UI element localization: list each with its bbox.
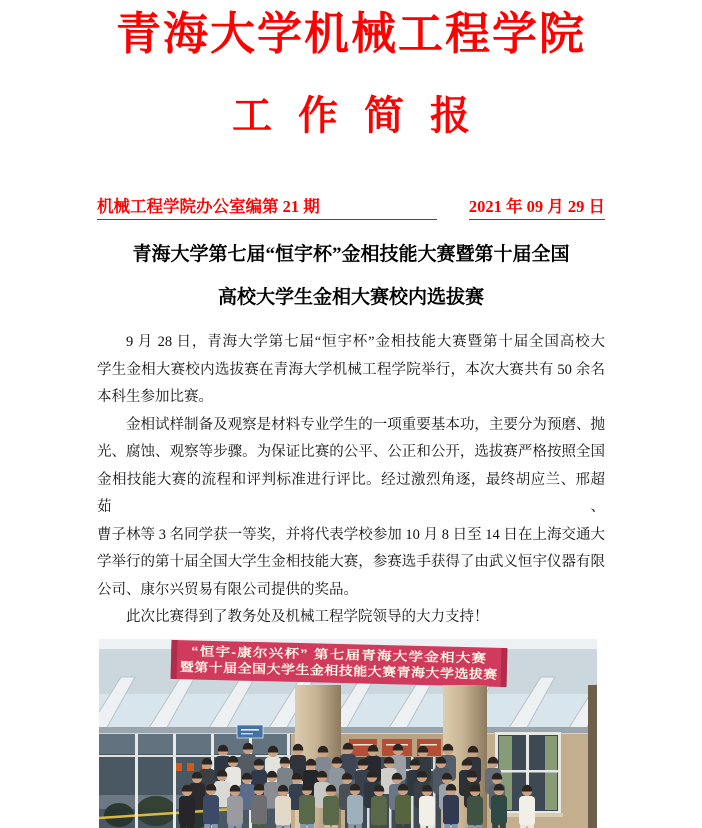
body-line: 光、腐蚀、观察等步骤。为保证比赛的公平、公正和公开，选拔赛严格按照全国 (97, 444, 605, 460)
article-body (97, 329, 605, 632)
page-content (97, 0, 605, 828)
paragraph-2 (97, 412, 605, 605)
article-headline (97, 233, 605, 319)
issue-number: 机械工程学院办公室编第 21 期 (97, 197, 437, 220)
masthead-org-title: 青海大学机械工程学院 (115, 9, 586, 59)
issue-line (97, 197, 605, 220)
masthead-bulletin-title: 工作简报 (232, 93, 496, 138)
body-line: 金相技能大赛的流程和评判标准进行评比。经过激烈角逐，最终胡应兰、邢超茹、 (97, 471, 605, 515)
issue-date: 2021 年 09 月 29 日 (469, 197, 605, 220)
event-photo (99, 639, 597, 828)
body-line: 9 月 28 日，青海大学第七届“恒宇杯”金相技能大赛暨第十届全国高校大 (126, 334, 605, 350)
body-line: 曹子林等 3 名同学获一等奖，并将代表学校参加 10 月 8 日至 14 日在上海交通大 (97, 526, 605, 543)
body-line: 此次比赛得到了教务处及机械工程学院领导的大力支持！ (126, 609, 489, 625)
body-line: 金相试样制备及观察是材料专业学生的一项重要基本功，主要分为预磨、抛 (126, 416, 605, 433)
body-line: 公司、康尔兴贸易有限公司提供的奖品。 (97, 581, 358, 598)
body-line: 学生金相大赛校内选拔赛在青海大学机械工程学院举行，本次大赛共有 50 余名 (97, 361, 605, 378)
banner-line-1: “恒宇-康尔兴杯” 第七届青海大学金相大赛 (191, 643, 445, 665)
headline-line-2: 高校大学生金相大赛校内选拔赛 (217, 287, 484, 308)
headline-line-1: 青海大学第七届“恒宇杯”金相技能大赛暨第十届全国 (132, 244, 570, 265)
banner-line-2: 暨第十届全国大学生金相技能大赛青海大学选拔赛 (179, 659, 466, 681)
event-photo-illustration (99, 639, 597, 828)
photo-banner (171, 639, 508, 686)
building-corner (588, 685, 597, 828)
paragraph-1 (97, 329, 605, 412)
paragraph-3 (97, 604, 605, 632)
body-line: 本科生参加比赛。 (97, 389, 213, 405)
body-line: 学举行的第十届全国大学生金相技能大赛，参赛选手获得了由武义恒宇仪器有限 (97, 554, 605, 570)
